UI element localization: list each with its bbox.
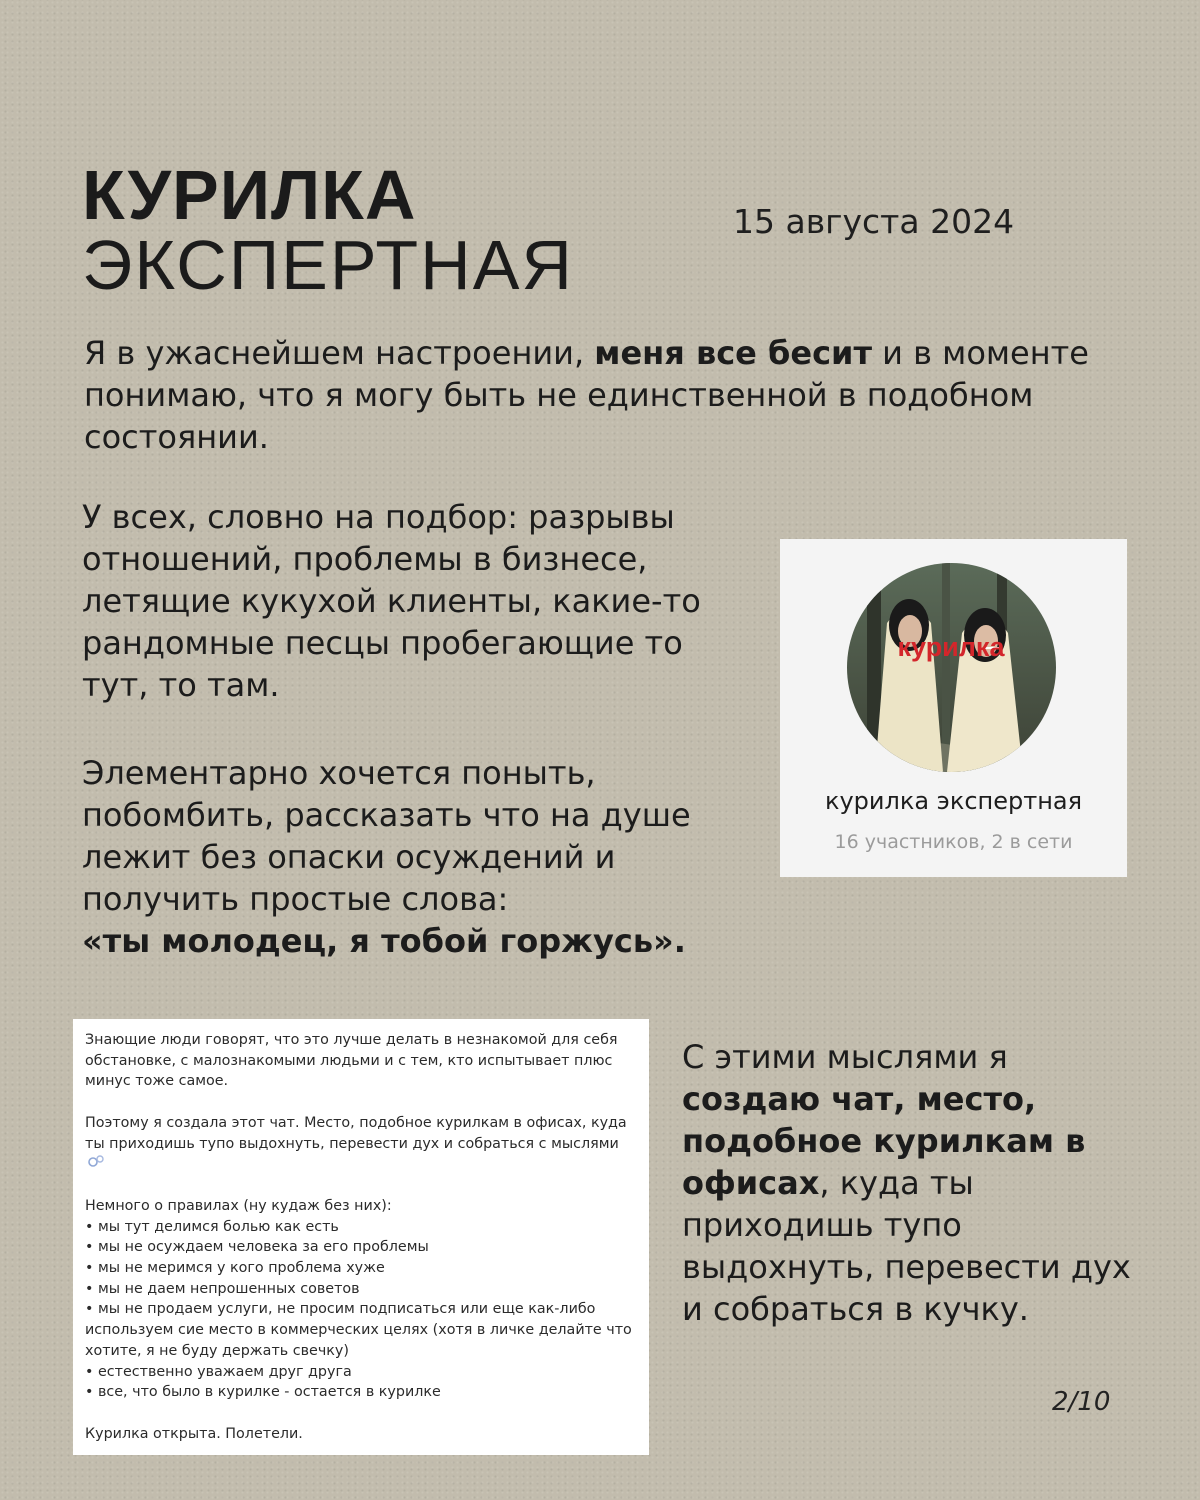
chat-rules-post	[73, 1019, 649, 1455]
chat-members-count: 16 участников, 2 в сети	[834, 831, 1073, 853]
rule-item: • мы не осуждаем человека за его проблемы	[85, 1239, 429, 1256]
page-title	[82, 156, 574, 304]
creation-text-1: С этими мыслями я	[682, 1038, 1008, 1076]
intro-paragraph	[84, 332, 1124, 458]
post-paragraph-1: Знающие люди говорят, что это лучше делать в незнакомой для себя обстановке, с малознакомыми людьми и с тем, кто испытывает плюс минус тоже самое.	[85, 1032, 618, 1090]
wish-text: Элементарно хочется поныть, побомбить, рассказать что на душе лежит без опаски осуждений и получить простые слова:	[82, 754, 691, 918]
intro-text-1: Я в ужаснейшем настроении,	[84, 334, 595, 372]
problems-paragraph: У всех, словно на подбор: разрывы отношений, проблемы в бизнесе, летящие кукухой клиенты, какие-то рандомные песцы пробегающие то тут, то там.	[82, 498, 701, 704]
rule-item: • мы не даем непрошенных советов	[85, 1280, 360, 1297]
post-paragraph-2-text: Поэтому я создала этот чат. Место, подобное курилкам в офисах, куда ты приходишь тупо выдохнуть, перевести дух и собраться с мыслями	[85, 1114, 627, 1152]
intro-text-2: и в моменте понимаю, что я могу быть не единственной в подобном состоянии.	[84, 334, 1089, 456]
title-line-2: ЭКСПЕРТНАЯ	[82, 226, 574, 304]
post-paragraph-2	[85, 1113, 637, 1175]
rule-item: • все, что было в курилке - остается в курилке	[85, 1384, 441, 1401]
chat-info-card	[780, 539, 1127, 877]
rules-heading: Немного о правилах (ну кудаж без них):	[85, 1197, 392, 1214]
avatar-label: курилка	[897, 632, 1005, 662]
post-date: 15 августа 2024	[733, 202, 1015, 241]
chat-avatar	[847, 563, 1056, 772]
chat-avatar-image	[847, 563, 1056, 772]
post-closing: Курилка открыта. Полетели.	[85, 1425, 303, 1442]
rule-item: • естественно уважаем друг друга	[85, 1363, 352, 1380]
rule-item: • мы тут делимся болью как есть	[85, 1218, 339, 1235]
rule-item: • мы не продаем услуги, не просим подписаться или еще как-либо используем сие место в коммерческих целях (хотя в личке делайте что хотите, я не буду держать свечку)	[85, 1301, 632, 1359]
creation-bold: создаю чат, место, подобное курилкам в офисах	[682, 1080, 1086, 1202]
creation-text-2: , куда ты приходишь тупо выдохнуть, перевести дух и собраться в кучку.	[682, 1164, 1131, 1328]
wish-paragraph	[82, 752, 732, 962]
chat-name: курилка экспертная	[824, 787, 1083, 815]
rule-item: • мы не меримся у кого проблема хуже	[85, 1260, 385, 1277]
chat-creation-paragraph	[682, 1036, 1142, 1330]
intro-bold: меня все бесит	[594, 334, 872, 372]
wish-quote: «ты молодец, я тобой горжусь».	[82, 922, 686, 960]
page-number: 2/10	[1052, 1387, 1111, 1417]
title-line-1: КУРИЛКА	[82, 156, 417, 234]
smoke-rings-icon	[87, 1154, 105, 1175]
